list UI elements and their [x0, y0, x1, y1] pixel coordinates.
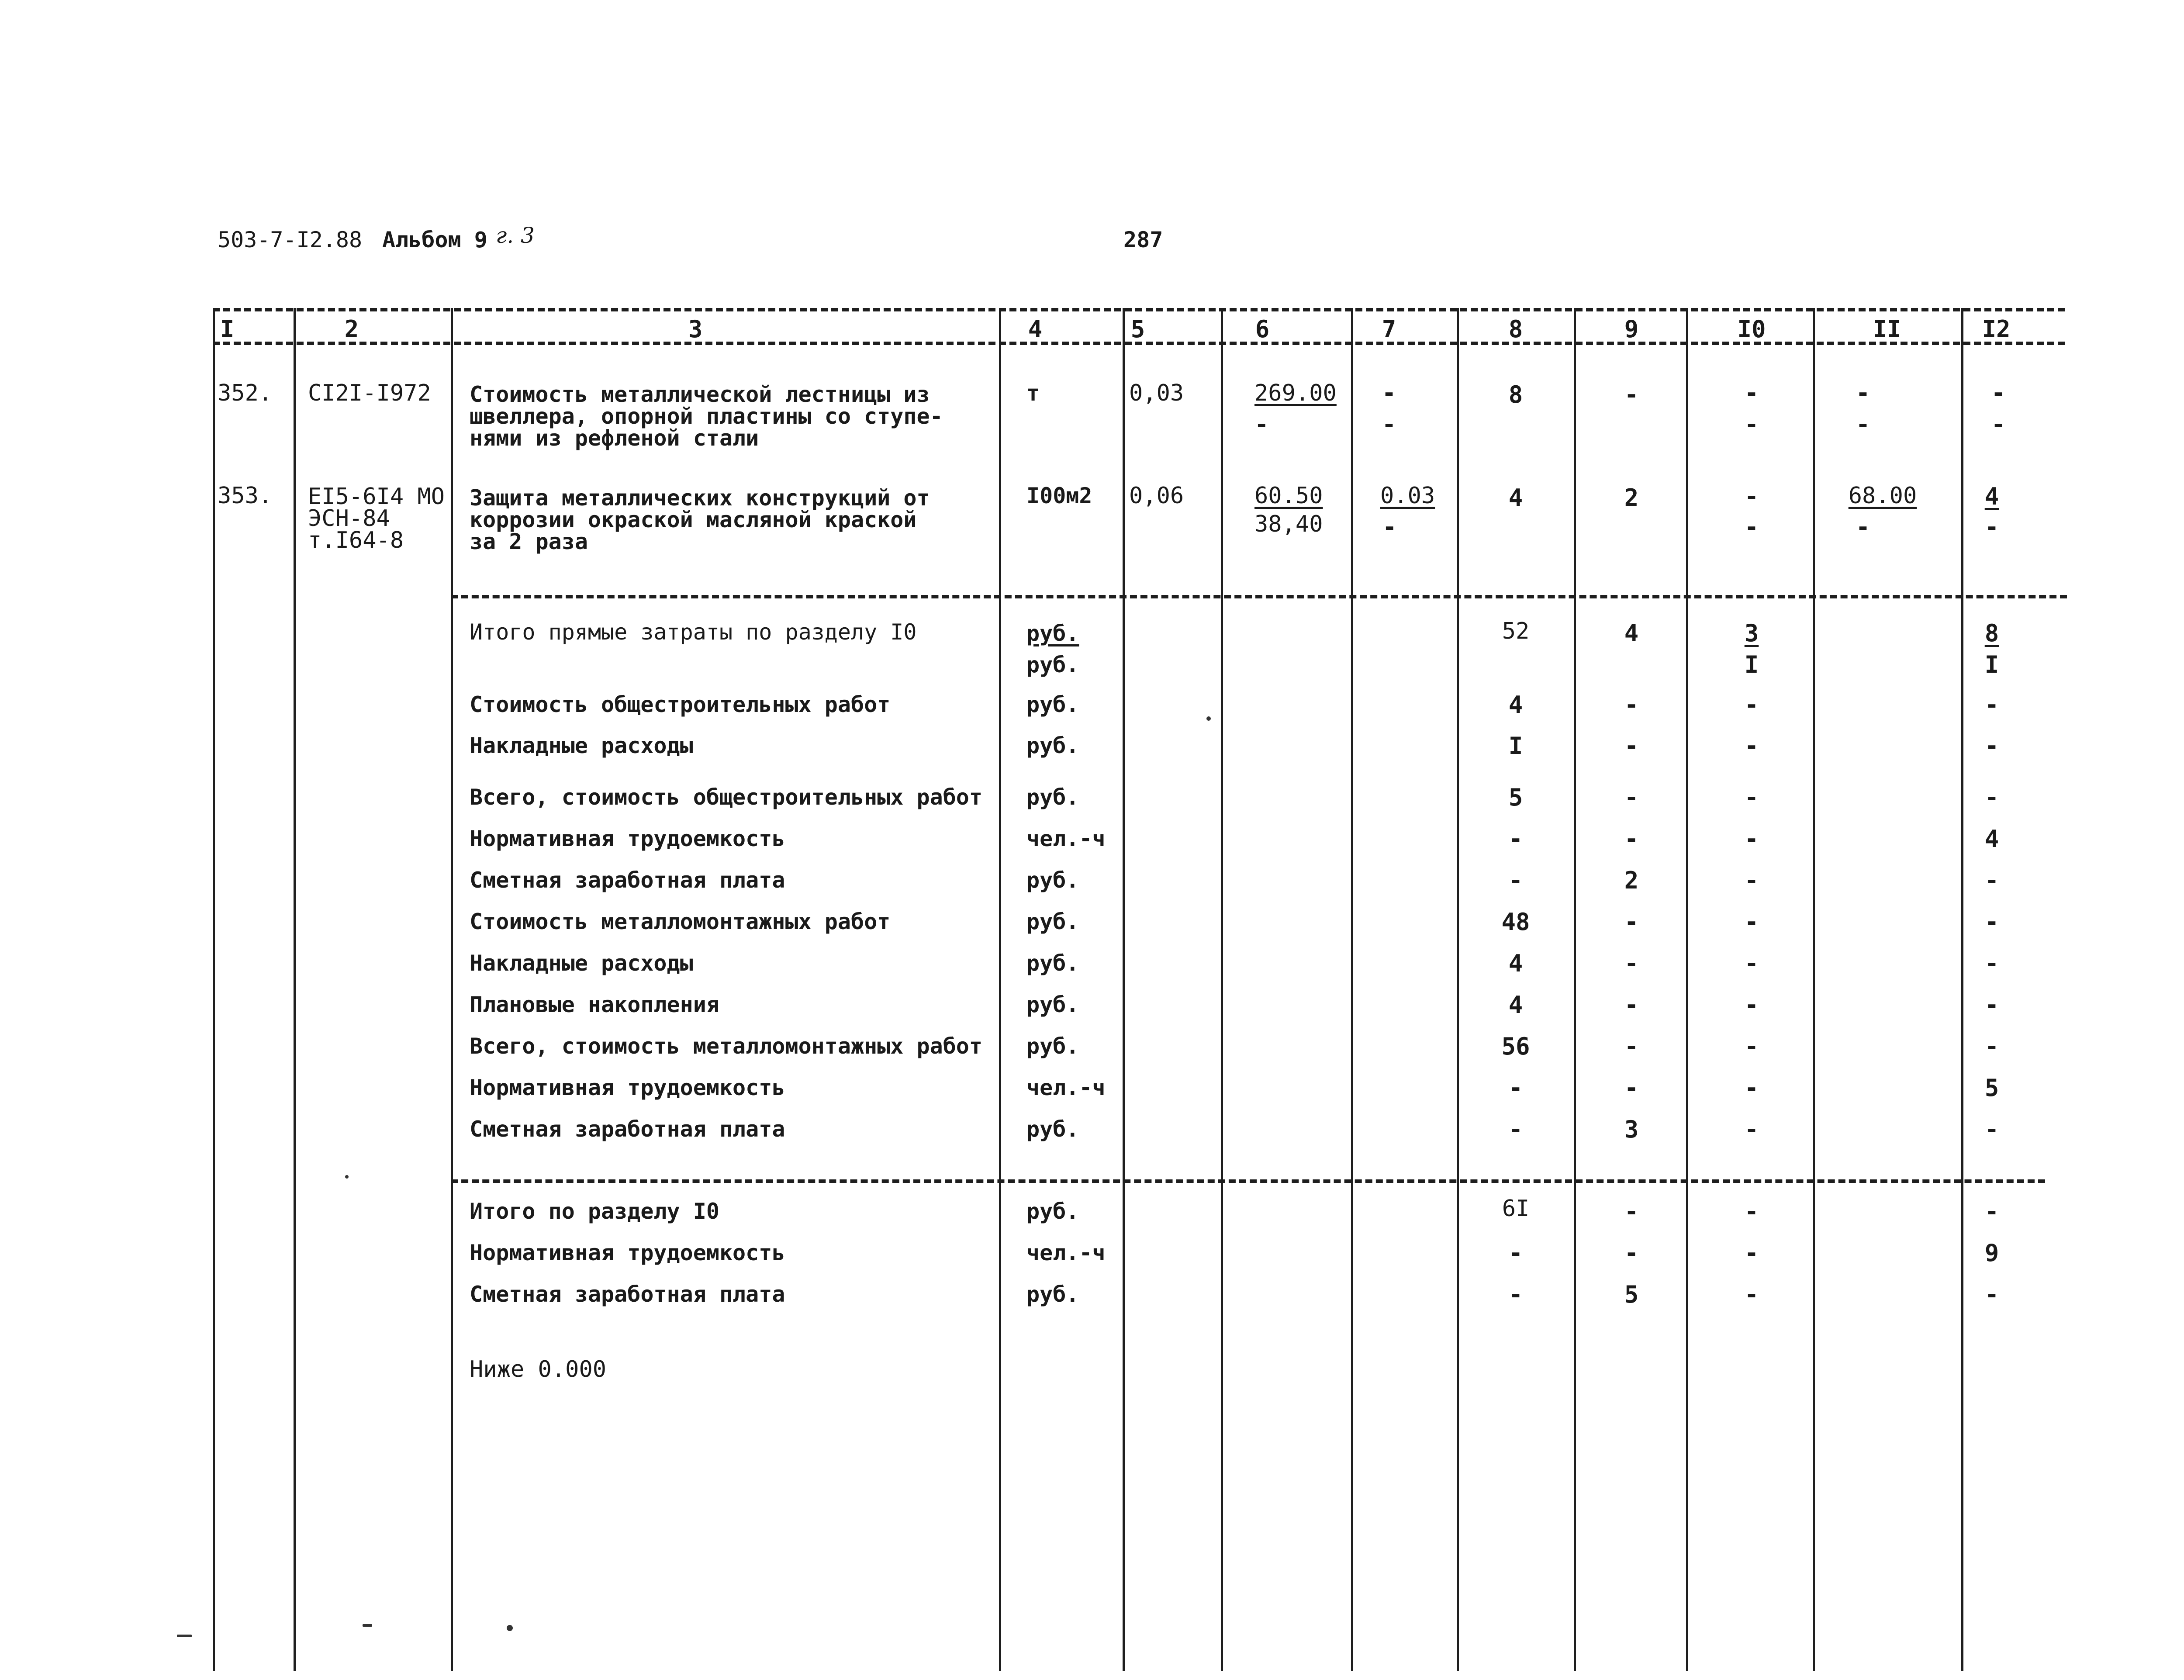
col9-value: - [1624, 825, 1639, 853]
col8-value: - [1508, 1116, 1523, 1143]
summary-unit: руб. [1026, 1199, 1079, 1224]
col8-value: - [1508, 1239, 1523, 1267]
col10-top: - [1744, 483, 1759, 510]
column-divider [213, 308, 215, 1671]
scan-speck [1206, 716, 1211, 721]
column-divider [1686, 308, 1688, 1671]
col10-value: - [1744, 825, 1759, 853]
column-divider [1123, 308, 1125, 1671]
col11-bottom: - [1856, 411, 1870, 438]
col12-value: - [1984, 950, 1999, 977]
col9-value: 2 [1624, 484, 1639, 512]
summary-label: Нормативная трудоемкость [470, 1075, 785, 1100]
col10-value: - [1744, 867, 1759, 894]
col9-value: - [1624, 908, 1639, 936]
col12-value: - [1984, 1281, 1999, 1308]
work-description: за 2 раза [470, 529, 588, 554]
norm-code: CI2I-I972 [308, 380, 431, 406]
column-number: I2 [1982, 315, 2011, 343]
col10-value: - [1744, 1239, 1759, 1267]
col8-value: - [1508, 867, 1523, 894]
summary-unit: руб. [1026, 909, 1079, 934]
col12-value: 5 [1984, 1074, 1999, 1102]
column-number: 2 [344, 315, 359, 343]
col10-top: 3 [1744, 619, 1759, 647]
summary-label: Нормативная трудоемкость [470, 826, 785, 851]
scan-speck [507, 1625, 513, 1631]
summary-unit: чел.-ч [1026, 1240, 1106, 1265]
row-number: 353. [218, 483, 273, 509]
col10-value: - [1744, 1116, 1759, 1143]
work-description: Защита металлических конструкций от [470, 485, 930, 511]
col11-bottom: - [1856, 513, 1870, 541]
summary-unit: чел.-ч [1026, 826, 1106, 851]
work-description: Стоимость металлической лестницы из [470, 382, 930, 407]
col9-value: 2 [1624, 867, 1639, 894]
row-number: 352. [218, 380, 273, 406]
summary-unit: чел.-ч [1026, 1075, 1106, 1100]
col12-value: - [1984, 867, 1999, 894]
summary-unit: руб. [1026, 992, 1079, 1017]
col8-value: - [1508, 825, 1523, 853]
column-number: 4 [1028, 315, 1043, 343]
col12-value: - [1984, 784, 1999, 811]
header-top-rule [213, 308, 2065, 311]
summary-label: Плановые накопления [470, 992, 719, 1017]
column-number: I0 [1737, 315, 1766, 343]
summary-unit: руб. [1026, 951, 1079, 976]
summary-unit: руб. [1026, 652, 1079, 678]
summary-unit: руб. [1026, 1282, 1079, 1307]
col12-bottom: - [1984, 513, 1999, 541]
col10-value: - [1744, 784, 1759, 811]
col12-value: - [1984, 732, 1999, 760]
col12-value: - [1984, 908, 1999, 936]
col12-value: - [1984, 1198, 1999, 1225]
col12-top: 8 [1984, 619, 1999, 647]
unit: I00м2 [1026, 483, 1092, 508]
work-description: нями из рефленой стали [470, 425, 759, 451]
column-divider [294, 308, 296, 1671]
col7-bottom: - [1382, 411, 1396, 438]
col10-value: - [1744, 691, 1759, 719]
col8-value: 48 [1501, 908, 1530, 936]
summary-unit: руб. [1026, 785, 1079, 810]
work-description: швеллера, опорной пластины со ступе- [470, 404, 943, 429]
col10-value: - [1744, 1198, 1759, 1225]
quantity: 0,03 [1129, 380, 1184, 406]
column-divider [1961, 308, 1963, 1671]
col7-top: 0.03 [1380, 483, 1435, 509]
col12-value: - [1984, 691, 1999, 719]
col10-bottom: I [1744, 651, 1759, 678]
unit-cost: 269.00 [1254, 380, 1337, 406]
column-divider [1574, 308, 1576, 1671]
scan-speck [363, 1624, 372, 1627]
col10-top: - [1744, 379, 1759, 407]
column-divider [1813, 308, 1815, 1671]
col11-top: - [1856, 379, 1870, 407]
norm-code: ЭCH-84 [308, 505, 390, 532]
summary-unit: руб. [1026, 733, 1079, 758]
col8-value: 4 [1508, 484, 1523, 512]
col8-value: 4 [1508, 691, 1523, 719]
col9-value: - [1624, 1239, 1639, 1267]
col7-top: - [1382, 379, 1396, 407]
col9-value: 5 [1624, 1281, 1639, 1308]
col9-value: - [1624, 950, 1639, 977]
scan-speck [177, 1635, 192, 1637]
unit-cost: 60.50 [1254, 483, 1323, 509]
column-divider [1221, 308, 1223, 1671]
col9-value: - [1624, 691, 1639, 719]
norm-code: т.I64-8 [308, 527, 404, 553]
col9-value: - [1624, 381, 1639, 408]
column-number: 9 [1624, 315, 1639, 343]
col12-top: - [1991, 379, 2006, 407]
col8-value: 6I [1502, 1196, 1530, 1222]
col8-value: - [1508, 1074, 1523, 1102]
col9-value: - [1624, 732, 1639, 760]
column-number: I [220, 315, 235, 343]
quantity: 0,06 [1129, 483, 1184, 509]
col10-value: - [1744, 908, 1759, 936]
col12-bottom: - [1991, 411, 2006, 438]
col7-bottom: - [1382, 513, 1397, 541]
col9-value: 3 [1624, 1116, 1639, 1143]
summary-label: Итого прямые затраты по разделу I0 [470, 619, 917, 645]
album-note: г. 3 [496, 223, 535, 248]
summary-label: Всего, стоимость общестроительных работ [470, 785, 982, 810]
col10-value: - [1744, 950, 1759, 977]
summary-label: Итого по разделу I0 [470, 1199, 719, 1224]
col10-value: - [1744, 1074, 1759, 1102]
col8-value: 56 [1501, 1033, 1530, 1060]
work-description: коррозии окраской масляной краской [470, 507, 917, 532]
unit: т [1026, 380, 1040, 406]
column-number: 6 [1255, 315, 1270, 343]
summary-unit: руб. [1026, 621, 1079, 646]
summary-unit: руб. [1026, 868, 1079, 893]
col12-top: 4 [1984, 483, 1999, 510]
col9-value: 4 [1624, 619, 1639, 647]
column-number: 8 [1508, 315, 1523, 343]
unit-cost-wage: - [1254, 411, 1269, 438]
column-divider [1457, 308, 1459, 1671]
summary-label: Стоимость металломонтажных работ [470, 909, 891, 934]
summary-unit: руб. [1026, 1034, 1079, 1059]
col8-value: I [1508, 732, 1523, 760]
summary-unit: руб. [1026, 1117, 1079, 1142]
col9-value: - [1624, 1074, 1639, 1102]
col12-value: 9 [1984, 1239, 1999, 1267]
column-divider [451, 308, 453, 1671]
summary-end-rule [451, 1179, 2045, 1183]
summary-unit: руб. [1026, 692, 1079, 717]
column-number: 3 [688, 315, 703, 343]
col10-value: - [1744, 732, 1759, 760]
rows-end-rule [451, 595, 2067, 598]
col10-bottom: - [1744, 411, 1759, 438]
scan-speck [345, 1175, 349, 1179]
col10-value: - [1744, 1281, 1759, 1308]
col10-value: - [1744, 991, 1759, 1019]
col12-bottom: I [1984, 651, 1999, 678]
col8-value: 8 [1508, 381, 1523, 408]
summary-label: Сметная заработная плата [470, 1117, 785, 1142]
col10-bottom: - [1744, 513, 1759, 541]
col12-value: - [1984, 991, 1999, 1019]
summary-label: Накладные расходы [470, 951, 693, 976]
summary-label: Стоимость общестроительных работ [470, 692, 891, 717]
col11-top: 68.00 [1848, 483, 1917, 509]
summary-label: Нормативная трудоемкость [470, 1240, 785, 1265]
album-label: Альбом 9 [382, 227, 487, 252]
col8-value: 5 [1508, 784, 1523, 811]
summary-label: Сметная заработная плата [470, 1282, 785, 1307]
col9-value: - [1624, 1033, 1639, 1060]
column-number: II [1873, 315, 1901, 343]
column-number: 5 [1130, 315, 1145, 343]
page-number: 287 [1123, 227, 1163, 252]
level-note: Ниже 0.000 [470, 1356, 607, 1383]
col12-value: 4 [1984, 825, 1999, 853]
col10-value: - [1744, 1033, 1759, 1060]
col12-value: - [1984, 1116, 1999, 1143]
summary-label: Накладные расходы [470, 733, 693, 758]
col12-value: - [1984, 1033, 1999, 1060]
col9-value: - [1624, 991, 1639, 1019]
column-divider [1351, 308, 1353, 1671]
summary-label: Сметная заработная плата [470, 868, 785, 893]
col8-value: 4 [1508, 950, 1523, 977]
document-code: 503-7-I2.88 [218, 227, 363, 252]
col9-value: - [1624, 784, 1639, 811]
col8-value: 52 [1502, 618, 1530, 644]
col9-value: - [1624, 1198, 1639, 1225]
column-number: 7 [1382, 315, 1396, 343]
column-divider [999, 308, 1001, 1671]
col8-value: - [1508, 1281, 1523, 1308]
summary-label: Всего, стоимость металломонтажных работ [470, 1034, 982, 1059]
unit-cost-wage: 38,40 [1254, 511, 1323, 537]
col8-value: 4 [1508, 991, 1523, 1019]
norm-code: EI5-6I4 MO [308, 484, 445, 510]
